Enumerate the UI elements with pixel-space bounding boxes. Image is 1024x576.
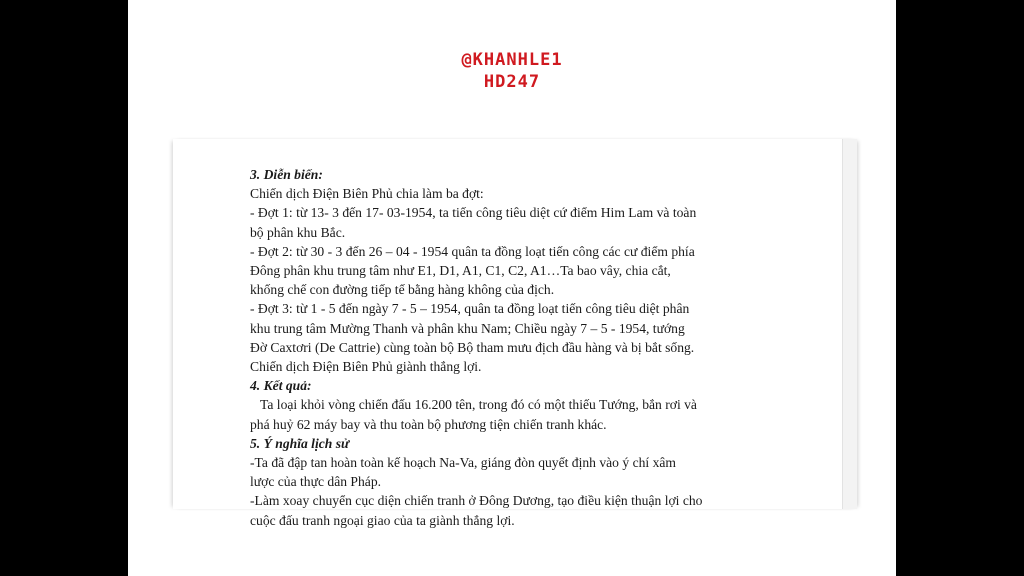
section-heading-y-nghia: 5. Ý nghĩa lịch sử <box>250 435 350 451</box>
document-text <box>250 165 770 530</box>
watermark-channel: HD247 <box>483 72 541 92</box>
text-line: -Làm xoay chuyển cục diện chiến tranh ở Đông Dương, tạo điều kiện thuận lợi cho <box>250 493 703 509</box>
text-line: Đờ Caxtơri (De Cattrie) cùng toàn bộ Bộ tham mưu địch đầu hàng và bị bắt sống. <box>250 339 695 355</box>
text-line: phá huỷ 62 máy bay và thu toàn bộ phương tiện chiến tranh khác. <box>250 416 607 432</box>
text-line: -Ta đã đập tan hoàn toàn kế hoạch Na-Va, giáng đòn quyết định vào ý chí xâm <box>250 455 676 471</box>
watermark-username: @KHANHLE1 <box>461 50 563 70</box>
text-line: - Đợt 2: từ 30 - 3 đến 26 – 04 - 1954 quân ta đồng loạt tiến công các cư điểm phía <box>250 243 695 259</box>
section-heading-ket-qua: 4. Kết quả: <box>250 378 312 394</box>
text-line: - Đợt 3: từ 1 - 5 đến ngày 7 - 5 – 1954, quân ta đồng loạt tiến công tiêu diệt phân <box>250 301 690 317</box>
text-line: Đông phân khu trung tâm như E1, D1, A1, C1, C2, A1…Ta bao vây, chia cắt, <box>250 263 671 279</box>
text-line: bộ phân khu Bắc. <box>250 224 346 240</box>
page-edge-bar <box>842 139 857 509</box>
text-line: Ta loại khỏi vòng chiến đấu 16.200 tên, trong đó có một thiếu Tướng, bắn rơi và <box>260 397 697 413</box>
text-line: lược của thực dân Pháp. <box>250 474 382 490</box>
text-line: khu trung tâm Mường Thanh và phân khu Nam; Chiều ngày 7 – 5 - 1954, tướng <box>250 320 685 336</box>
text-line: khống chế con đường tiếp tế bằng hàng không của địch. <box>250 282 555 298</box>
text-line: cuộc đấu tranh ngoại giao của ta giành thắng lợi. <box>250 512 515 528</box>
document-page <box>173 139 857 528</box>
section-heading-dien-bien: 3. Diễn biến: <box>250 167 323 182</box>
text-line: - Đợt 1: từ 13- 3 đến 17- 03-1954, ta tiến công tiêu diệt cứ điểm Him Lam và toàn <box>250 205 697 221</box>
slide-canvas <box>128 0 896 576</box>
text-line: Chiến dịch Điện Biên Phủ giành thắng lợi. <box>250 359 482 375</box>
text-line: Chiến dịch Điện Biên Phủ chia làm ba đợt: <box>250 186 484 202</box>
